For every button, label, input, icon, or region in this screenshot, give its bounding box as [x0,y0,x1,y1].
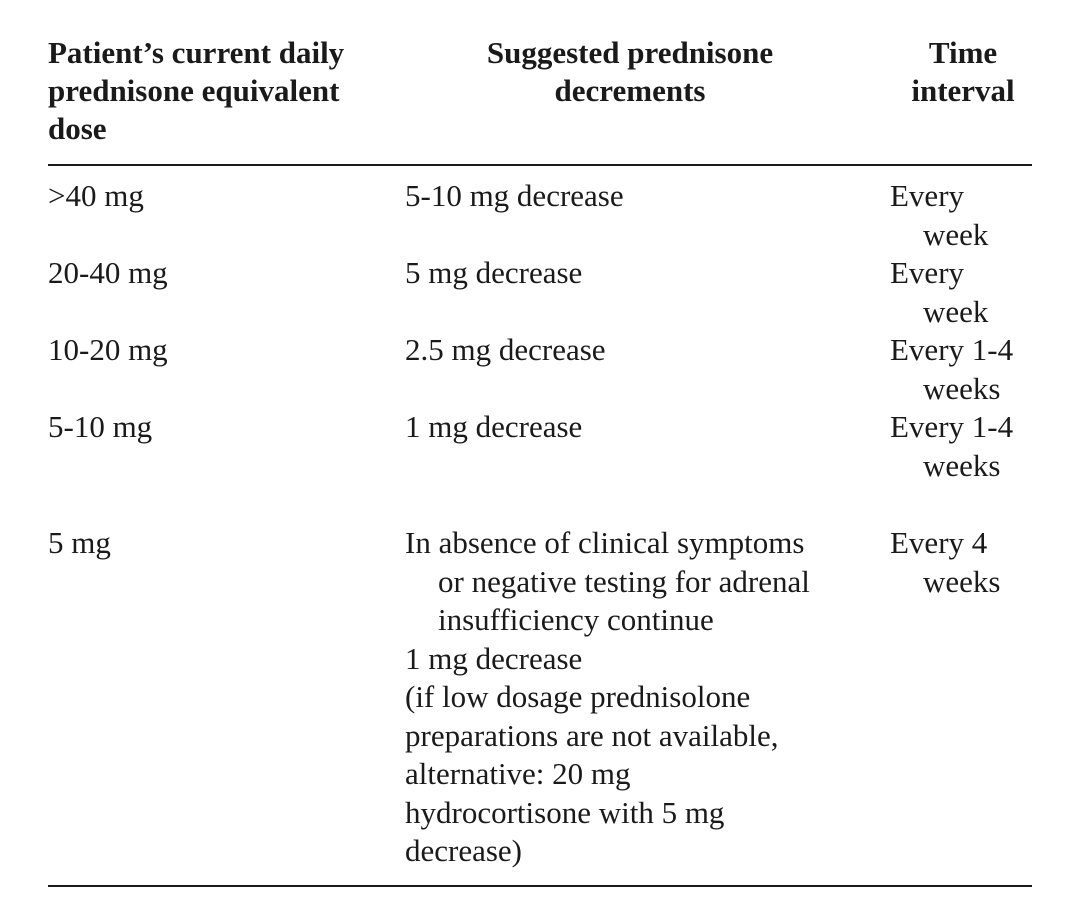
decrement-line: 5 mg decrease [405,255,583,290]
header-dose [48,34,344,148]
decrement-line: 1 mg decrease [405,640,583,676]
decrement-line: insufficiency continue [438,602,714,637]
row-5-decrement [405,524,810,871]
decrement-line: 5-10 mg decrease [405,178,624,213]
decrement-line: or negative testing for adrenal [438,563,810,599]
interval-line: weeks [923,563,1001,599]
decrement-line: 2.5 mg decrease [405,332,606,367]
row-1-decrement [405,177,624,216]
row-2-dose: 20-40 mg [48,255,168,290]
row-3-interval [890,331,1013,408]
interval-line: weeks [923,447,1001,483]
row-4-interval [890,408,1013,485]
bottom-rule [48,885,1032,887]
interval-line: Every 4 [890,525,988,560]
interval-line: Every 1-4 [890,409,1014,444]
header-interval-line: interval [911,73,1015,108]
row-4-decrement [405,408,582,447]
header-rule [48,164,1032,166]
header-dose-line: prednisone equivalent [48,73,340,108]
row-5-dose: 5 mg [48,525,111,560]
interval-line: weeks [923,370,1001,406]
decrement-line: In absence of clinical symptoms [405,525,805,560]
decrement-line: 1 mg decrease [405,409,583,444]
row-1-dose: >40 mg [48,178,144,213]
interval-line: Every [890,178,965,213]
row-2-interval [890,254,988,331]
decrement-line: alternative: 20 mg [405,756,631,791]
row-1-interval [890,177,988,254]
interval-line: week [923,293,989,329]
decrement-line: (if low dosage prednisolone [405,679,751,714]
row-5-interval [890,524,1000,601]
header-interval-line: Time [928,35,998,70]
decrement-line: preparations are not available, [405,717,779,753]
header-decrement-line: decrements [554,73,706,108]
interval-line: Every [890,255,965,290]
decrement-line: decrease) [405,833,523,868]
interval-line: Every 1-4 [890,332,1014,367]
row-3-dose: 10-20 mg [48,332,168,367]
row-3-decrement [405,331,606,370]
header-dose-line: Patient’s current daily [48,35,345,70]
header-interval [900,34,1026,110]
interval-line: week [923,216,989,252]
decrement-line: hydrocortisone with 5 mg [405,794,725,830]
row-2-decrement [405,254,582,293]
row-4-dose: 5-10 mg [48,409,153,444]
header-decrement-line: Suggested prednisone [486,35,774,70]
header-decrement [440,34,820,110]
header-dose-line: dose [48,111,107,146]
